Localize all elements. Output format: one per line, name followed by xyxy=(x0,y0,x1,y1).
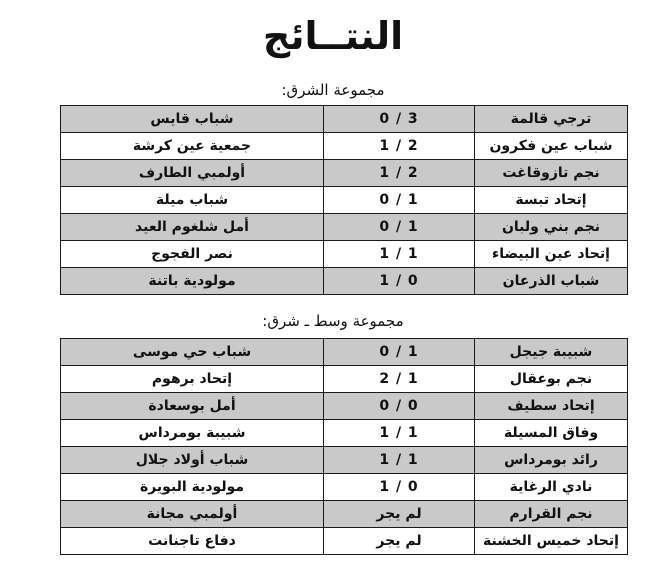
match-score: 1 / 0 xyxy=(324,474,475,501)
away-team: إتحاد برهوم xyxy=(61,366,324,393)
match-row xyxy=(61,268,628,295)
match-row xyxy=(61,214,628,241)
match-score: لم يجر xyxy=(324,528,475,555)
group-center-east-label: مجموعة وسط ـ شرق: xyxy=(262,312,404,330)
match-row xyxy=(61,420,628,447)
match-row xyxy=(61,366,628,393)
match-row xyxy=(61,133,628,160)
match-row xyxy=(61,474,628,501)
match-score: 1 / 1 xyxy=(324,447,475,474)
match-row xyxy=(61,160,628,187)
match-row xyxy=(61,528,628,555)
home-team: شباب الذرعان xyxy=(475,268,628,295)
match-score: 1 / 1 xyxy=(324,420,475,447)
match-score: 0 / 1 xyxy=(324,214,475,241)
away-team: شبيبة بومرداس xyxy=(61,420,324,447)
match-row xyxy=(61,447,628,474)
away-team: مولودية باتنة xyxy=(61,268,324,295)
away-team: نصر الفجوج xyxy=(61,241,324,268)
home-team: إتحاد عين البيضاء xyxy=(475,241,628,268)
match-score: 0 / 1 xyxy=(324,339,475,366)
match-row xyxy=(61,339,628,366)
away-team: أولمبي الطارف xyxy=(61,160,324,187)
home-team: إتحاد تبسة xyxy=(475,187,628,214)
away-team: شباب قايس xyxy=(61,106,324,133)
match-row xyxy=(61,241,628,268)
match-score: 0 / 3 xyxy=(324,106,475,133)
match-row xyxy=(61,106,628,133)
home-team: نجم بني ولبان xyxy=(475,214,628,241)
match-score: 1 / 1 xyxy=(324,241,475,268)
home-team: وفاق المسيلة xyxy=(475,420,628,447)
home-team: شباب عين فكرون xyxy=(475,133,628,160)
group-east-rows xyxy=(61,106,628,295)
match-row xyxy=(61,393,628,420)
home-team: نادي الرغاية xyxy=(475,474,628,501)
away-team: شباب ميلة xyxy=(61,187,324,214)
home-team: رائد بومرداس xyxy=(475,447,628,474)
group-center-east-table xyxy=(60,338,628,555)
match-score: 1 / 2 xyxy=(324,160,475,187)
home-team: نجم تازوقاغت xyxy=(475,160,628,187)
match-row xyxy=(61,501,628,528)
match-score: 0 / 0 xyxy=(324,393,475,420)
match-score: 1 / 0 xyxy=(324,268,475,295)
group-center-east-rows xyxy=(61,339,628,555)
home-team: نجم بوعقال xyxy=(475,366,628,393)
away-team: شباب حي موسى xyxy=(61,339,324,366)
home-team: شبيبة جيجل xyxy=(475,339,628,366)
group-east-label: مجموعة الشرق: xyxy=(281,81,385,99)
away-team: شباب أولاد جلال xyxy=(61,447,324,474)
match-score: 2 / 1 xyxy=(324,366,475,393)
away-team: جمعية عين كرشة xyxy=(61,133,324,160)
away-team: مولودية البويرة xyxy=(61,474,324,501)
away-team: دفاع تاجنانت xyxy=(61,528,324,555)
home-team: إتحاد سطيف xyxy=(475,393,628,420)
away-team: أمل بوسعادة xyxy=(61,393,324,420)
away-team: أولمبي مجانة xyxy=(61,501,324,528)
away-team: أمل شلغوم العيد xyxy=(61,214,324,241)
group-east-table xyxy=(60,105,628,295)
home-team: ترجي قالمة xyxy=(475,106,628,133)
match-row xyxy=(61,187,628,214)
match-score: 1 / 2 xyxy=(324,133,475,160)
page-title: النتــائج xyxy=(262,14,404,58)
home-team: نجم القرارم xyxy=(475,501,628,528)
match-score: لم يجر xyxy=(324,501,475,528)
home-team: إتحاد خميس الخشنة xyxy=(475,528,628,555)
match-score: 0 / 1 xyxy=(324,187,475,214)
